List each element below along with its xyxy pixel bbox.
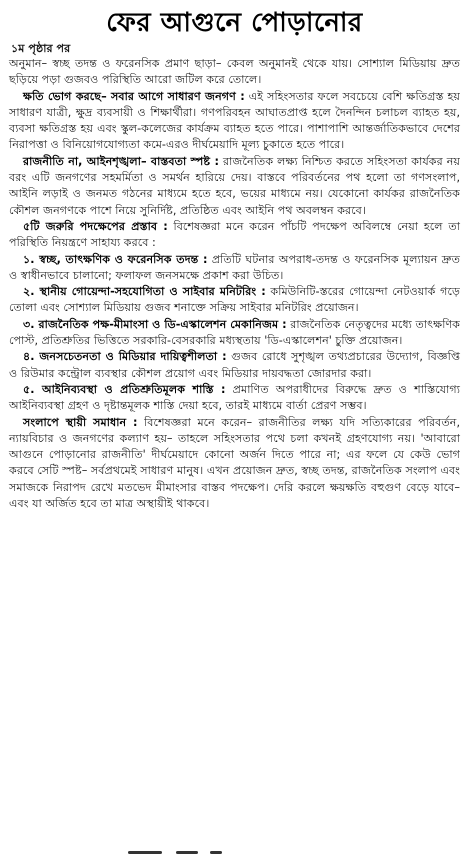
paragraph-subheading: ৫. আইনিব্যবস্থা ও প্রতিশ্রুতিমূলক শাস্তি : <box>23 382 226 396</box>
paragraph-subheading: ৩. রাজনৈতিক পক্ষ-মীমাংসা ও ডি-এস্কালেশন মেকানিজম : <box>23 317 287 331</box>
cropped-next-line <box>0 849 469 855</box>
paragraph-subheading: রাজনীতি না, আইনশৃঙ্খলা– বাস্তবতা স্পষ্ট : <box>23 154 219 168</box>
article-paragraph <box>9 284 460 317</box>
article-paragraph <box>9 89 460 154</box>
paragraph-text: বিশেষজ্ঞরা মনে করেন পাঁচটি পদক্ষেপ অবিলম্বে নেয়া হলে তা পরিস্থিতি নিয়ন্ত্রণে সাহায্য করবে : <box>9 219 460 250</box>
paragraph-text: কমিউনিটি-স্তরের গোয়েন্দা নেটওয়ার্ক গড়ে তোলা এবং সোশ্যাল মিডিয়ায় গুজব শনাক্তে সক্রিয় সাইবার মনিটরিং প্রয়োজন। <box>9 285 460 315</box>
paragraph-text: গুজব রোধে সুশৃঙ্খল তথ্যপ্রচারের উদ্যোগ, বিজ্ঞপ্তি ও রিউমার কন্ট্রোল ব্যবস্থার কৌশল প্রয়োগ এবং মিডিয়ার দায়বদ্ধতা জোরদার করা। <box>9 350 461 380</box>
article-paragraph <box>9 415 460 513</box>
article-paragraph <box>9 252 460 285</box>
paragraph-subheading: ক্ষতি ভোগ করছে– সবার আগে সাধারণ জনগণ : <box>23 89 245 103</box>
paragraph-text: অনুমান– স্বচ্ছ তদন্ত ও ফরেনসিক প্রমাণ ছাড়া– কেবল অনুমানই থেকে যায়। সোশ্যাল মিডিয়ায় দ্রুত ছড়িয়ে পড়া গুজবও পরিস্থিতি আরো জটিল করে তোলে। <box>9 57 460 87</box>
article-paragraph <box>9 154 460 219</box>
paragraph-text: বিশেষজ্ঞরা মনে করেন– রাজনীতির লক্ষ্য যদি সত্যিকারের পরিবর্তন, ন্যায়বিচার ও জনগণের কল্যাণ হয়– তাহলে সহিংসতার পথে চলা কখনই গ্রহণযোগ্য নয়। 'আবারো আগুনে পোড়ানোর রাজনীতি' দীর্ঘমেয়াদে কোনো অর্জন দিতে পারে না; এর ফলে যে কেউ ভোগ করবে সেটি স্পষ্ট– সর্বপ্রথমেই সাধারণ মানুষ। এখন প্রয়োজন দ্রুত, স্বচ্ছ তদন্ত, রাজনৈতিক সংলাপ এবং সমাজকে নিরাপদ রেখে মতভেদ মীমাংসার বাস্তব পদক্ষেপ। দেরি করলে ক্ষয়ক্ষতি বহুগুণ বেড়ে যাবে– এবং যা অর্জিত হবে তা মাত্র অস্থায়ীই থাকবে। <box>9 415 461 511</box>
paragraph-subheading: ২. স্থানীয় গোয়েন্দা-সহযোগিতা ও সাইবার মনিটরিং : <box>23 285 266 299</box>
article-paragraph <box>9 56 460 89</box>
paragraph-subheading: ১. স্বচ্ছ, তাৎক্ষণিক ও ফরেনসিক তদন্ত : <box>23 252 208 266</box>
article-paragraph <box>9 382 460 415</box>
paragraph-subheading: ৫টি জরুরি পদক্ষেপের প্রস্তাব : <box>23 219 168 233</box>
paragraph-text: প্রতিটি ঘটনার অপরাধ-তদন্ত ও ফরেনসিক মূল্যায়ন দ্রুত ও স্বাধীনভাবে চালানো; ফলাফল জনসমক্ষে প্রকাশ করা উচিত। <box>9 252 460 282</box>
continued-from-label: ১ম পৃষ্ঠার পর <box>11 42 71 55</box>
article-paragraph <box>9 219 460 252</box>
paragraph-subheading: সংলাপে স্থায়ী সমাধান : <box>23 415 138 429</box>
article-paragraph <box>9 317 460 350</box>
paragraph-subheading: ৪. জনসচেতনতা ও মিডিয়ার দায়িত্বশীলতা : <box>23 350 227 364</box>
paragraph-text: রাজনৈতিক লক্ষ্য নিশ্চিত করতে সহিংসতা কার্যকর নয় বরং এটি জনগণের সহমর্মিতা ও সমর্থন হারিয়ে দেয়। বাস্তবে পরিবর্তনের পথ হলো তা গণসংলাপ, আইনি লড়াই ও জনমত গঠনের মাধ্যমে হতে হবে, ভয়ের মাধ্যমে নয়। যেকোনো কার্যকর রাজনৈতিক কৌশল জনগণকে পাশে নিয়ে সুনির্দিষ্ট, প্রতিষ্ঠিত এবং আইনি পথ অবলম্বন করবে। <box>9 154 461 217</box>
paragraph-text: রাজনৈতিক নেতৃত্বদের মধ্যে তাৎক্ষণিক পোস্ট, প্রতিশ্রুতির ভিত্তিতে সরকারি-বেসরকারি মধ্যস্থতায় 'ডি-এস্কালেশন' চুক্তি প্রয়োজন। <box>9 317 461 348</box>
article-paragraph <box>9 349 460 382</box>
paragraph-text: প্রমাণিত অপরাধীদের বিরুদ্ধে দ্রুত ও শাস্তিযোগ্য আইনিব্যবস্থা গ্রহণ ও দৃষ্টান্তমূলক শাস্তি দেয়া হবে, তারই মাধ্যমে বার্তা প্রেরণ সম্ভব। <box>9 382 461 413</box>
paragraph-text: এই সহিংসতার ফলে সবচেয়ে বেশি ক্ষতিগ্রস্ত হয় সাধারণ যাত্রী, ক্ষুদ্র ব্যবসায়ী ও শিক্ষার্থীরা। গণপরিবহন আঘাতপ্রাপ্ত হলে দৈনন্দিন চলাচল ব্যাহত হয়, ব্যবসা ক্ষতিগ্রস্ত হয় এবং স্কুল-কলেজের কার্যক্রম ব্যাহত হতে পারে। পাশাপাশি আন্তর্জাতিকভাবে দেশের নিরাপত্তা ও বিনিয়োগযোগ্যতা কমে-এরও দীর্ঘমেয়াদি মূল্য চুকাতে হতে পারে। <box>9 89 461 152</box>
article-headline: ফের আগুনে পোড়ানোর <box>106 8 363 38</box>
